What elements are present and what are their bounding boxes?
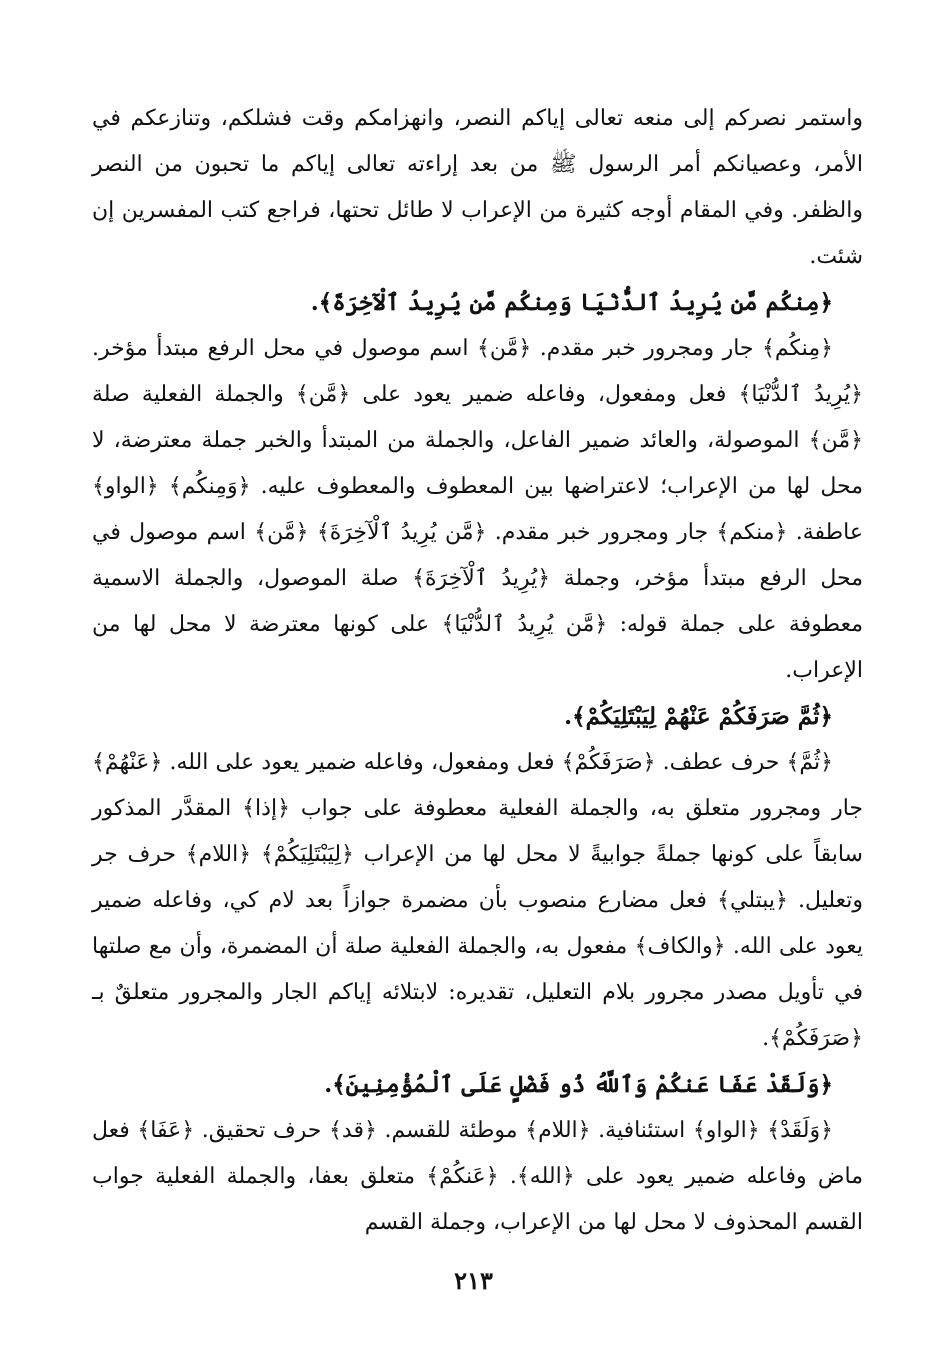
page-number: ٢١٣ bbox=[454, 1266, 493, 1295]
paragraph-grammar-analysis: ﴿مِنكُم﴾ جار ومجرور خبر مقدم. ﴿مَّن﴾ اسم موصول في محل الرفع مبتدأ مؤخر. ﴿يُرِيدُ ٱلدُّنْيَا﴾ فعل ومفعول، وفاعله ضمير يعود على ﴿مَّن﴾ والجملة الفعلية صلة ﴿مَّن﴾ الموصولة، والعائد ضمير الفاعل، والجملة من المبتدأ والخبر جملة معترضة، لا محل لها من الإعراب؛ لاعتراضها بين المعطوف والمعطوف عليه. ﴿وَمِنكُم﴾ ﴿الواو﴾ عاطفة. ﴿منكم﴾ جار ومجرور خبر مقدم. ﴿مَّن يُرِيدُ ٱلْآخِرَةَ﴾ ﴿مَّن﴾ اسم موصول في محل الرفع مبتدأ مؤخر، وجملة ﴿يُرِيدُ ٱلْآخِرَةَ﴾ صلة الموصول، والجملة الاسمية معطوفة على جملة قوله: ﴿مَّن يُرِيدُ ٱلدُّنْيَا﴾ على كونها معترضة لا محل لها من الإعراب. bbox=[92, 336, 863, 683]
quran-verse: ﴿وَلَقَدْ عَفَا عَنكُمْ وَٱللَّهُ ذُو فَضْلٍ عَلَى ٱلْمُؤْمِنِينَ﴾. bbox=[324, 1071, 833, 1098]
paragraph-grammar-analysis: ﴿ثُمَّ﴾ حرف عطف. ﴿صَرَفَكُمْ﴾ فعل ومفعول، وفاعله ضمير يعود على الله. ﴿عَنْهُمْ﴾ جار ومجرور متعلق به، والجملة الفعلية معطوفة على جواب ﴿إذا﴾ المقدَّر المذكور سابقاً على كونها جملةً جوابيةً لا محل لها من الإعراب ﴿لِيَبْتَلِيَكُمْ﴾ ﴿اللام﴾ حرف جر وتعليل. ﴿يبتلي﴾ فعل مضارع منصوب بأن مضمرة جوازاً بعد لام كي، وفاعله ضمير يعود على الله. ﴿والكاف﴾ مفعول به، والجملة الفعلية صلة أن المضمرة، وأن مع صلتها في تأويل مصدر مجرور بلام التعليل، تقديره: لابتلائه إياكم الجار والمجرور متعلقٌ بـ ﴿صَرَفَكُمْ﴾. bbox=[92, 750, 863, 1051]
quran-verse: ﴿مِنكُم مَّن يُرِيدُ ٱلدُّنْيَا وَمِنكُم مَّن يُرِيدُ ٱلْآخِرَةَ﴾. bbox=[310, 289, 833, 316]
paragraph-grammar-analysis: ﴿وَلَقَدْ﴾ ﴿الواو﴾ استئنافية. ﴿اللام﴾ موطئة للقسم. ﴿قد﴾ حرف تحقيق. ﴿عَفَا﴾ فعل ماض وفاعله ضمير يعود على ﴿الله﴾. ﴿عَنكُمْ﴾ متعلق بعفا، والجملة الفعلية جواب القسم المحذوف لا محل لها من الإعراب، وجملة القسم bbox=[92, 1118, 863, 1235]
quran-verse: ﴿ثُمَّ صَرَفَكُمْ عَنْهُمْ لِيَبْتَلِيَكُمْ﴾. bbox=[564, 703, 833, 730]
page-content bbox=[92, 96, 863, 1246]
paragraph-continuation: واستمر نصركم إلى منعه تعالى إياكم النصر، وانهزامكم وقت فشلكم، وتنازعكم في الأمر، وعصيانكم أمر الرسول ﷺ من بعد إراءته تعالى إياكم ما تحبون من النصر والظفر. وفي المقام أوجه كثيرة من الإعراب لا طائل تحتها، فراجع كتب المفسرين إن شئت. bbox=[92, 106, 863, 269]
